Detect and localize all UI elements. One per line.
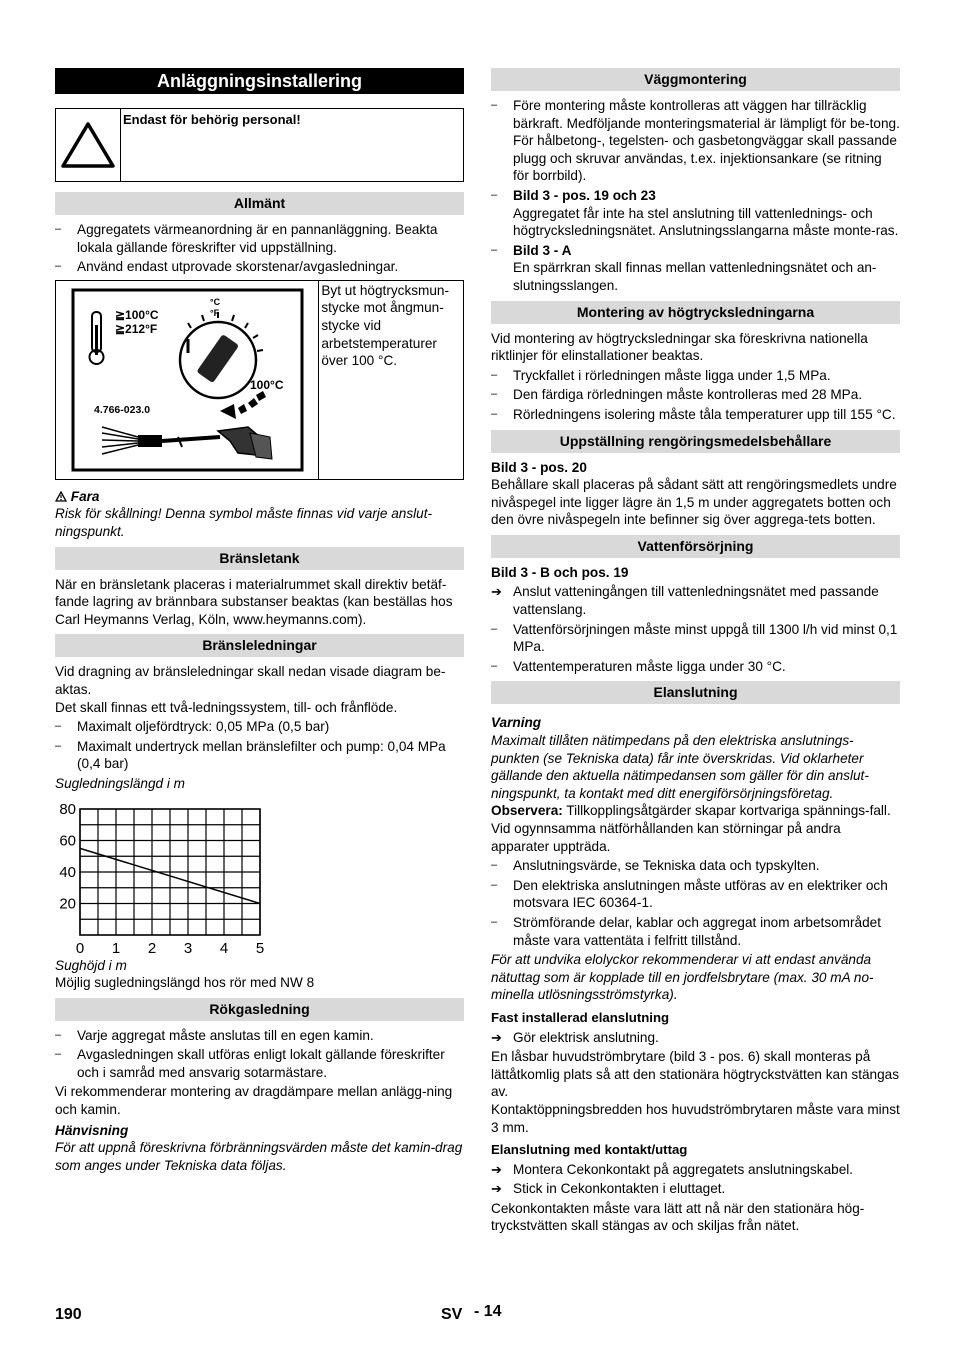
kontakt-label: Elanslutning med kontakt/uttag (491, 1142, 688, 1158)
list-item: – Den elektriska anslutningen måste utföras av en elektriker och motsvara IEC 60364-1. (491, 877, 900, 912)
action-item: ➔ Montera Cekonkontakt på aggregatets anslutningskabel. (491, 1161, 900, 1179)
section-heading-rengoring: Uppställning rengöringsmedelsbehållare (491, 430, 900, 453)
action-item: ➔ Stick in Cekonkontakten i eluttaget. (491, 1180, 900, 1198)
steam-nozzle-illustration (56, 281, 319, 479)
bransleledningar-text: Vid dragning av bränsleledningar skall nedan visade diagram be-aktas. (55, 664, 446, 697)
list-item: – Strömförande delar, kablar och aggregat inom arbetsområdet måste vara vattentäta i felfritt tillstånd. (491, 914, 900, 949)
x-tick-label: 2 (147, 939, 157, 957)
danger-icon (55, 489, 71, 504)
dial-temp-label: 100°C (249, 377, 284, 392)
obs-label: Observera: (491, 803, 563, 819)
chart-xlabel: Sughöjd i m (55, 957, 127, 973)
bransletank-text: När en bränsletank placeras i materialrummet skall direktiv betäf-fande lagring av brännbara substanser beaktas (kan beställas hos Carl Heymanns Verlag, Köln, www.heymanns.com). (55, 576, 453, 627)
danger-label: Fara (70, 488, 100, 504)
kontakt-text: Cekonkontakten måste vara lätt att nå när den stationära hög-tryckstvätten skall stängas av och skiljas från nätet. (491, 1200, 865, 1234)
section-heading-vatten: Vattenförsörjning (491, 535, 900, 558)
list-item: – Den färdiga rörledningen måste kontrolleras med 28 MPa. (491, 386, 900, 404)
section-heading-hogtryck: Montering av högtrycksledningarna (491, 301, 900, 324)
note-text: För att uppnå föreskrivna förbränningsvärden måste det kamin-drag som anges under Tekniska data följas. (55, 1140, 463, 1173)
dial-c-label: °C (209, 296, 220, 307)
x-tick-label: 1 (111, 939, 121, 957)
list-item: – Aggregatets värmeanordning är en pannanläggning. Beakta lokala gällande föreskrifter vid uppställning. (55, 221, 464, 256)
list-item-text: En spärrkran skall finnas mellan vattenledningsnätet och an-slutningsslangen. (513, 260, 877, 293)
fast-label: Fast installerad elanslutning (491, 1009, 670, 1025)
dial-f-label: °F (209, 307, 219, 318)
right-column (491, 68, 900, 1235)
list-item (491, 187, 900, 240)
temp-f-label: ≧212°F (114, 321, 157, 336)
steam-nozzle-text: Byt ut högtrycksmun-stycke mot ångmun-stycke vid arbetstemperaturer över 100 °C. (321, 282, 450, 369)
x-tick-label: 0 (75, 939, 85, 957)
y-tick-label: 20 (59, 895, 76, 912)
section-heading-rokgasledning: Rökgasledning (55, 998, 464, 1021)
list-item: – Tryckfallet i rörledningen måste ligga under 1,5 MPa. (491, 367, 900, 385)
fast-text: Kontaktöppningsbredden hos huvudströmbrytaren måste vara minst 3 mm. (491, 1101, 900, 1135)
section-heading-vaggmontering: Väggmontering (491, 68, 900, 91)
steam-nozzle-figure-box (55, 280, 464, 480)
figure-ref: Bild 3 - B och pos. 19 (491, 564, 629, 580)
x-tick-label: 5 (255, 939, 265, 957)
list-item: – Före montering måste kontrolleras att väggen har tillräcklig bärkraft. Medföljande monteringsmaterial är lämpligt för be-tong. För hålbetong-, tegelsten- och gasbetongväggar skall passande plugg och skruvar användas, t.ex. injektionsankare (se ritning för borrbild). (491, 97, 900, 185)
note-label: Hänvisning (55, 1122, 129, 1138)
left-column (55, 68, 464, 1174)
x-tick-label: 4 (219, 939, 229, 957)
hogtryck-text: Vid montering av högtrycksledningar ska föreskrivna nationella riktlinjer för elinstallationer beaktas. (491, 330, 868, 364)
fast-text: En låsbar huvudströmbrytare (bild 3 - pos. 6) skall monteras på lättåtkomlig plats så att den stationära högtryckstvätten kan stängas av. (491, 1049, 900, 1100)
bransleledningar-text: Det skall finnas ett två-ledningssystem, till- och frånflöde. (55, 699, 398, 715)
list-item: – Använd endast utprovade skorstenar/avgasledningar. (55, 258, 464, 276)
thermometer-icon (89, 312, 103, 364)
figure-ref: Bild 3 - pos. 20 (491, 459, 587, 475)
list-item: – Maximalt undertryck mellan bränslefilter och pump: 0,04 MPa (0,4 bar) (55, 738, 464, 773)
suction-length-chart (55, 797, 295, 957)
list-item: – Vattenförsörjningen måste minst uppgå till 1300 l/h vid minst 0,1 MPa. (491, 621, 900, 656)
warning-label: Varning (491, 715, 542, 731)
section-heading-el: Elanslutning (491, 681, 900, 704)
figure-ref: Bild 3 - pos. 19 och 23 (513, 187, 656, 203)
part-number: 4.766-023.0 (93, 403, 150, 416)
warning-triangle-icon (56, 109, 121, 181)
y-tick-label: 60 (59, 832, 76, 849)
warning-box (55, 108, 464, 182)
chart-caption: Möjlig sugledningslängd hos rör med NW 8 (55, 975, 315, 991)
list-item: – Avgasledningen skall utföras enligt lokalt gällande föreskrifter och i samråd med ansvarig sotarmästare. (55, 1046, 464, 1081)
danger-text: Risk för skållning! Denna symbol måste finnas vid varje anslut-ningspunkt. (55, 506, 433, 539)
action-item: ➔ Anslut vatteningången till vattenledningsnätet med passande vattenslang. (491, 583, 900, 618)
list-item-text: Aggregatet får inte ha stel anslutning till vattenlednings- och högtrycksledningsnätet. Anslutningsslangarna måste monte-ras. (513, 205, 899, 239)
el-italic-text: För att undvika elolyckor rekommenderar vi att endast använda nätuttag som är kopplade till en jordfelsbrytare (max. 30 mA no-minella utlösningsströmstyrka). (491, 952, 874, 1003)
section-heading-allmant: Allmänt (55, 192, 464, 215)
warning-text: Endast för behörig personal! (123, 112, 301, 127)
action-item: ➔ Gör elektrisk anslutning. (491, 1029, 900, 1047)
obs-paragraph (491, 802, 900, 855)
chart-ylabel: Sugledningslängd i m (55, 775, 185, 791)
obs-text: Tillkopplingsåtgärder skapar kortvariga spännings-fall. Vid ogynnsamma nätförhållanden kan störningar på andra apparater uppträda. (491, 803, 891, 854)
list-item: – Maximalt oljefördtryck: 0,05 MPa (0,5 bar) (55, 718, 464, 736)
page-title: Anläggningsinstallering (55, 68, 464, 94)
section-heading-bransletank: Bränsletank (55, 547, 464, 570)
list-item: – Varje aggregat måste anslutas till en egen kamin. (55, 1027, 464, 1045)
list-item: – Anslutningsvärde, se Tekniska data och typskylten. (491, 857, 900, 875)
temp-c-label: ≧100°C (114, 307, 159, 322)
list-item (491, 242, 900, 295)
list-item: – Rörledningens isolering måste tåla temperaturer upp till 155 °C. (491, 406, 900, 424)
section-heading-bransleledningar: Bränsleledningar (55, 634, 464, 657)
language-code: SV (441, 1306, 463, 1323)
warning-text: Maximalt tillåten nätimpedans på den elektriska anslutnings-punkten (se Tekniska data) får inte överskridas. Vid oklarheter gällande den aktuella nätimpedansen som gäller för din anslut-ningspunkt, ta kontakt med ditt energiförsörjningsföretag. (491, 733, 869, 801)
y-tick-label: 40 (59, 863, 76, 881)
y-tick-label: 80 (59, 800, 76, 818)
list-item: – Vattentemperaturen måste ligga under 30 °C. (491, 658, 900, 676)
rengoring-text: Behållare skall placeras på sådant sätt att rengöringsmedlets undre nivåspegel inte ligger lägre än 1,5 m under aggregatets botten och den övre nivåspegeln inte befinner sig över aggrega-tets botten. (491, 477, 897, 528)
page-number: 190 (55, 1306, 82, 1323)
sub-page-number: - 14 (474, 1303, 502, 1320)
x-tick-label: 3 (183, 939, 193, 957)
rokgas-text: Vi rekommenderar montering av dragdämpare mellan anlägg-ning och kamin. (55, 1084, 453, 1118)
figure-ref: Bild 3 - A (513, 242, 572, 258)
